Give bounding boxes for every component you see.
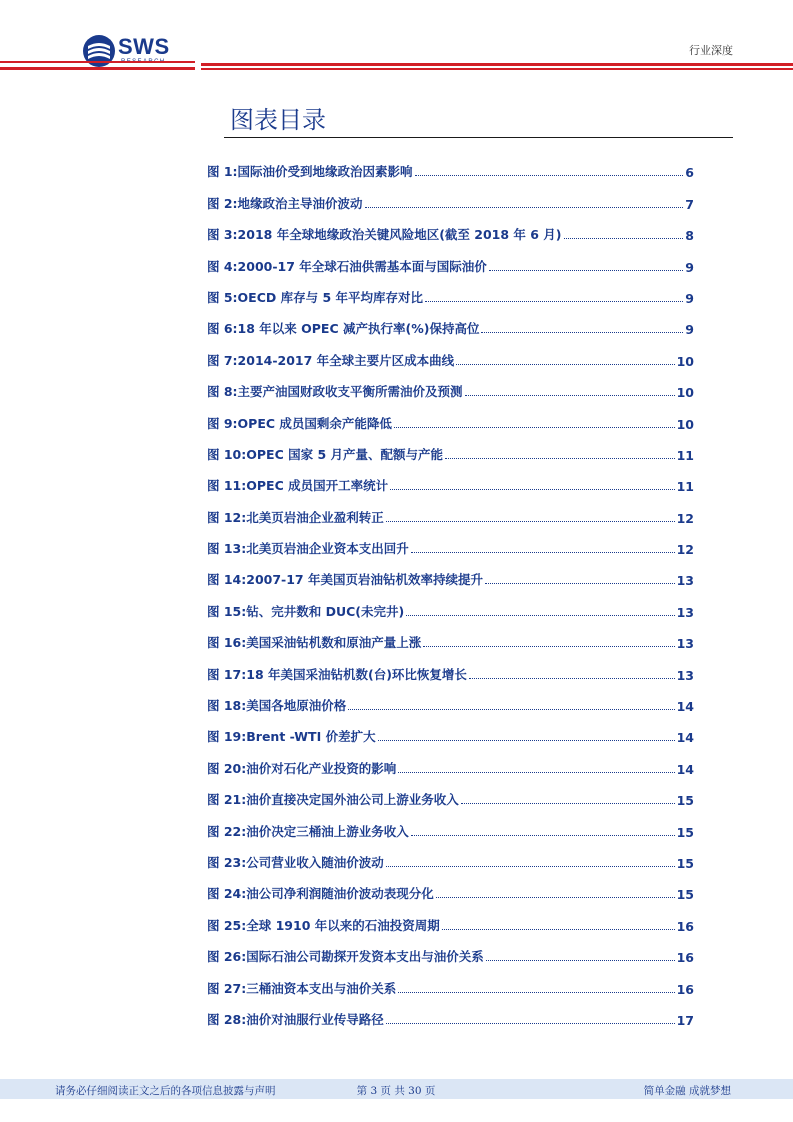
toc-item-label: 图 1:国际油价受到地缘政治因素影响 (207, 164, 413, 180)
toc-item[interactable] (207, 526, 694, 557)
toc-item-page: 9 (685, 259, 694, 275)
toc-item[interactable] (207, 714, 694, 745)
toc-item-label: 图 23:公司营业收入随油价波动 (207, 854, 384, 870)
toc-item[interactable] (207, 683, 694, 714)
toc-leader-dots (348, 709, 674, 710)
toc-leader-dots (386, 1023, 675, 1024)
toc-item[interactable] (207, 212, 694, 243)
toc-item-page: 7 (685, 196, 694, 212)
footer-slogan: 简单金融 成就梦想 (643, 1085, 731, 1097)
toc-item-page: 10 (676, 385, 694, 401)
toc-leader-dots (386, 866, 675, 867)
toc-item[interactable] (207, 306, 694, 337)
toc-item[interactable] (207, 620, 694, 651)
toc-item-page: 8 (685, 228, 694, 244)
toc-item-label: 图 22:油价决定三桶油上游业务收入 (207, 823, 409, 839)
toc-item[interactable] (207, 494, 694, 525)
toc-title-rule (224, 137, 733, 138)
toc-item-page: 6 (685, 165, 694, 181)
toc-leader-dots (465, 395, 675, 396)
toc-leader-dots (411, 552, 675, 553)
toc-item-label: 图 10:OPEC 国家 5 月产量、配额与产能 (207, 446, 443, 462)
footer-disclaimer: 请务必仔细阅读正文之后的各项信息披露与声明 (55, 1085, 276, 1097)
toc-item-page: 15 (676, 824, 694, 840)
toc-item[interactable] (207, 934, 694, 965)
toc-item[interactable] (207, 149, 694, 180)
toc-item-label: 图 25:全球 1910 年以来的石油投资周期 (207, 917, 440, 933)
toc-item[interactable] (207, 180, 694, 211)
toc-leader-dots (398, 992, 674, 993)
toc-item-page: 16 (676, 950, 694, 966)
toc-leader-dots (461, 803, 675, 804)
header-rule (0, 61, 195, 63)
toc-item-label: 图 21:油价直接决定国外油公司上游业务收入 (207, 792, 459, 808)
toc-item-label: 图 9:OPEC 成员国剩余产能降低 (207, 415, 392, 431)
toc-item[interactable] (207, 745, 694, 776)
toc-leader-dots (365, 207, 684, 208)
toc-item-label: 图 18:美国各地原油价格 (207, 698, 347, 714)
toc-title: 图表目录 (230, 106, 326, 134)
toc-item-page: 16 (676, 918, 694, 934)
toc-item-label: 图 26:国际石油公司勘探开发资本支出与油价关系 (207, 949, 484, 965)
toc-item-label: 图 11:OPEC 成员国开工率统计 (207, 478, 389, 494)
toc-leader-dots (386, 521, 675, 522)
footer-page-info: 第 3 页 共 30 页 (356, 1085, 436, 1097)
toc-leader-dots (436, 897, 675, 898)
toc-item[interactable] (207, 808, 694, 839)
toc-item-label: 图 5:OECD 库存与 5 年平均库存对比 (207, 289, 424, 305)
toc-item-label: 图 2:地缘政治主导油价波动 (207, 195, 363, 211)
toc-item-label: 图 13:北美页岩油企业资本支出回升 (207, 541, 409, 557)
toc-leader-dots (415, 175, 684, 176)
toc-item-page: 10 (676, 353, 694, 369)
toc-leader-dots (411, 835, 675, 836)
toc-item[interactable] (207, 902, 694, 933)
toc-item-label: 图 6:18 年以来 OPEC 减产执行率(%)保持高位 (207, 321, 480, 337)
toc-item-page: 9 (685, 322, 694, 338)
toc-item-label: 图 16:美国采油钻机数和原油产量上涨 (207, 635, 422, 651)
toc-leader-dots (406, 615, 674, 616)
toc-item-label: 图 4:2000-17 年全球石油供需基本面与国际油价 (207, 258, 487, 274)
toc-item-label: 图 19:Brent -WTI 价差扩大 (207, 729, 376, 745)
toc-item-page: 11 (676, 447, 694, 463)
toc-item-page: 13 (676, 667, 694, 683)
toc-leader-dots (564, 238, 684, 239)
header-rule (0, 67, 195, 70)
toc-item[interactable] (207, 651, 694, 682)
toc-item-page: 12 (676, 542, 694, 558)
toc-item[interactable] (207, 588, 694, 619)
header-rule (201, 68, 793, 70)
toc-item-label: 图 28:油价对油服行业传导路径 (207, 1011, 384, 1027)
toc-leader-dots (486, 960, 675, 961)
toc-item[interactable] (207, 369, 694, 400)
toc-leader-dots (469, 678, 675, 679)
report-category: 行业深度 (689, 44, 733, 57)
toc-item[interactable] (207, 997, 694, 1028)
toc-item-page: 17 (676, 1012, 694, 1028)
toc-item-label: 图 24:油公司净利润随油价波动表现分化 (207, 886, 434, 902)
toc-item-page: 13 (676, 636, 694, 652)
toc-item[interactable] (207, 243, 694, 274)
toc-item[interactable] (207, 777, 694, 808)
toc-item-page: 16 (676, 981, 694, 997)
toc-item-page: 14 (676, 699, 694, 715)
toc-item-page: 11 (676, 479, 694, 495)
toc-item[interactable] (207, 463, 694, 494)
toc-item[interactable] (207, 337, 694, 368)
toc-item-page: 13 (676, 573, 694, 589)
toc-item-label: 图 27:三桶油资本支出与油价关系 (207, 980, 397, 996)
toc-leader-dots (394, 427, 675, 428)
toc-leader-dots (489, 270, 684, 271)
toc-item[interactable] (207, 557, 694, 588)
toc-item-label: 图 15:钻、完井数和 DUC(未完井) (207, 603, 405, 619)
toc-leader-dots (390, 489, 674, 490)
toc-leader-dots (481, 332, 683, 333)
toc-item-page: 15 (676, 887, 694, 903)
toc-leader-dots (423, 646, 674, 647)
toc-item[interactable] (207, 275, 694, 306)
toc-item-label: 图 17:18 年美国采油钻机数(台)环比恢复增长 (207, 666, 467, 682)
toc-list (207, 149, 694, 1028)
toc-item[interactable] (207, 400, 694, 431)
toc-item[interactable] (207, 965, 694, 996)
toc-item-label: 图 12:北美页岩油企业盈利转正 (207, 509, 384, 525)
toc-item-page: 15 (676, 855, 694, 871)
toc-item[interactable] (207, 871, 694, 902)
toc-leader-dots (442, 929, 675, 930)
toc-item-label: 图 14:2007-17 年美国页岩油钻机效率持续提升 (207, 572, 483, 588)
toc-item-label: 图 20:油价对石化产业投资的影响 (207, 760, 397, 776)
toc-item[interactable] (207, 840, 694, 871)
toc-leader-dots (425, 301, 683, 302)
toc-item-page: 14 (676, 761, 694, 777)
toc-item-page: 15 (676, 793, 694, 809)
toc-leader-dots (378, 740, 675, 741)
toc-item-page: 12 (676, 510, 694, 526)
header-rule (201, 63, 793, 66)
toc-leader-dots (445, 458, 675, 459)
toc-item-label: 图 7:2014-2017 年全球主要片区成本曲线 (207, 352, 455, 368)
toc-item[interactable] (207, 432, 694, 463)
toc-leader-dots (456, 364, 674, 365)
toc-leader-dots (398, 772, 674, 773)
toc-item-page: 10 (676, 416, 694, 432)
toc-item-label: 图 3:2018 年全球地缘政治关键风险地区(截至 2018 年 6 月) (207, 227, 562, 243)
toc-item-page: 14 (676, 730, 694, 746)
sws-logo (82, 32, 202, 72)
toc-item-page: 9 (685, 290, 694, 306)
logo-text: SWS (118, 34, 170, 59)
toc-item-label: 图 8:主要产油国财政收支平衡所需油价及预测 (207, 384, 463, 400)
toc-item-page: 13 (676, 604, 694, 620)
toc-leader-dots (485, 583, 675, 584)
